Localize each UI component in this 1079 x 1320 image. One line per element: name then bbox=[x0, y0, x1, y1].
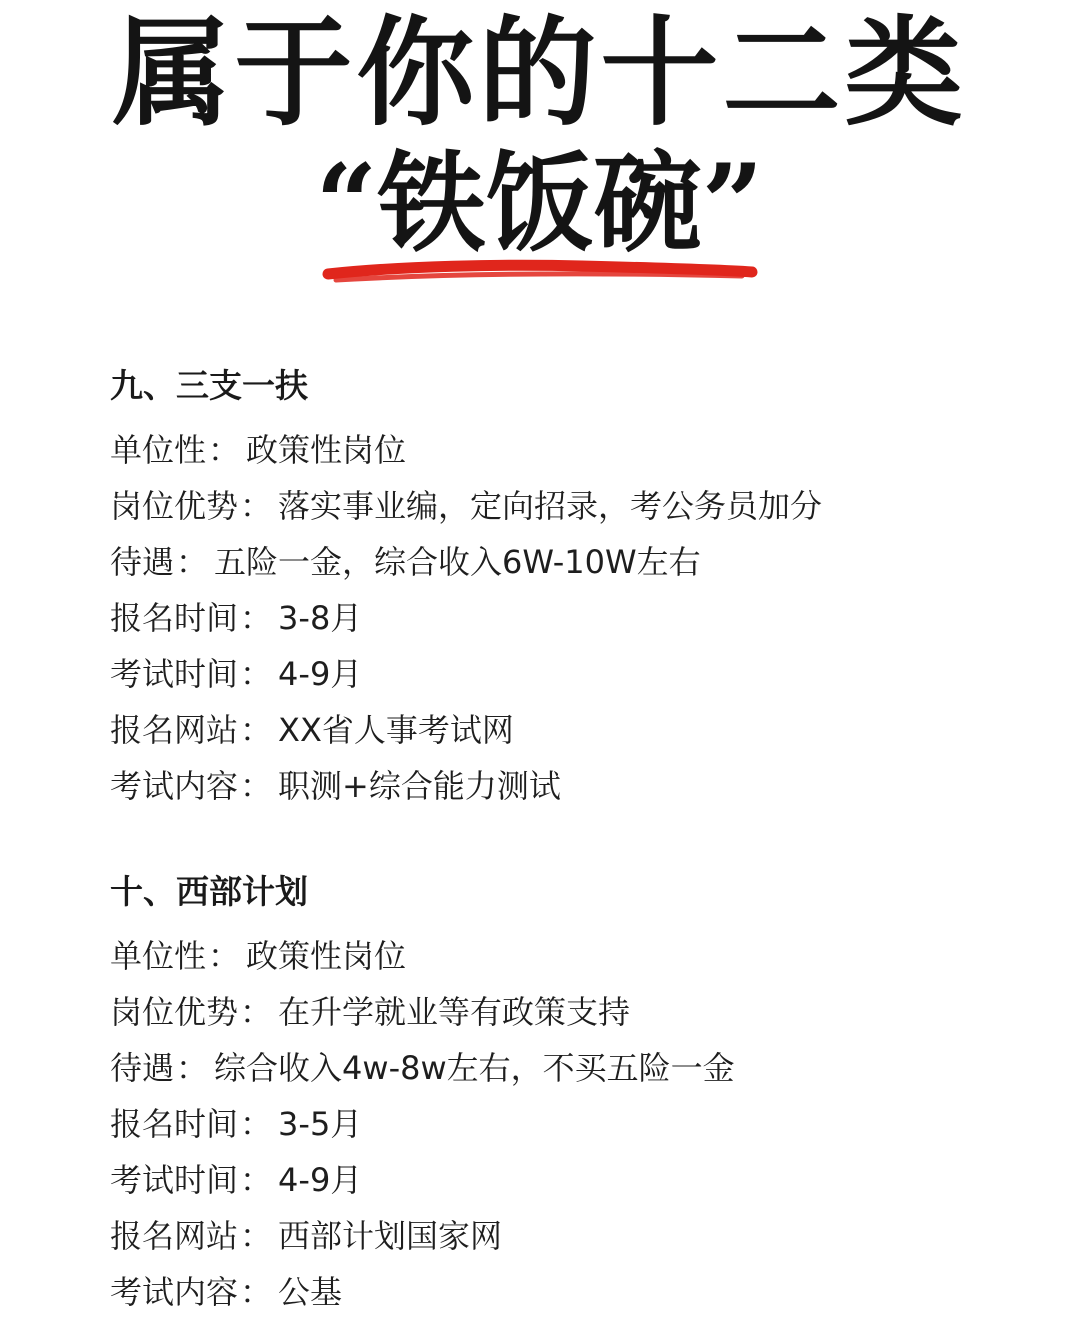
field-label: 待遇 bbox=[110, 543, 175, 581]
field-label: 考试内容 bbox=[110, 767, 239, 805]
field-separator: ： bbox=[240, 1161, 273, 1199]
field-row-unit-type bbox=[110, 422, 1010, 478]
field-value: 公基 bbox=[278, 1273, 343, 1311]
field-row-registration-site bbox=[110, 702, 1010, 758]
field-row-exam-time bbox=[110, 1152, 1010, 1208]
field-row-benefits bbox=[110, 1040, 1010, 1096]
field-value: 西部计划国家网 bbox=[278, 1217, 503, 1255]
field-separator: ： bbox=[240, 487, 273, 525]
field-value: 3-8月 bbox=[278, 599, 363, 637]
field-value: 政策性岗位 bbox=[246, 937, 407, 975]
field-label: 岗位优势 bbox=[110, 487, 239, 525]
title-line-1: 属于你的十二类 bbox=[112, 3, 967, 142]
red-brush-underline bbox=[322, 258, 758, 288]
field-label: 单位性 bbox=[110, 937, 207, 975]
field-value: XX省人事考试网 bbox=[278, 711, 514, 749]
section-xibu-jihua bbox=[110, 872, 1010, 1320]
field-label: 单位性 bbox=[110, 431, 207, 469]
field-separator: ： bbox=[208, 431, 241, 469]
underline-stroke-tail bbox=[336, 274, 742, 280]
field-label: 岗位优势 bbox=[110, 993, 239, 1031]
section-heading: 十、西部计划 bbox=[110, 872, 308, 911]
field-separator: ： bbox=[208, 937, 241, 975]
field-separator: ： bbox=[240, 599, 273, 637]
field-label: 报名网站 bbox=[110, 1217, 239, 1255]
field-row-registration-time bbox=[110, 590, 1010, 646]
field-label: 报名时间 bbox=[110, 1105, 239, 1143]
field-value: 3-5月 bbox=[278, 1105, 363, 1143]
field-row-registration-site bbox=[110, 1208, 1010, 1264]
field-separator: ： bbox=[240, 1273, 273, 1311]
field-label: 报名网站 bbox=[110, 711, 239, 749]
field-row-advantage bbox=[110, 984, 1010, 1040]
field-separator: ： bbox=[240, 993, 273, 1031]
field-value: 在升学就业等有政策支持 bbox=[278, 993, 631, 1031]
field-row-advantage bbox=[110, 478, 1010, 534]
field-separator: ： bbox=[240, 711, 273, 749]
field-separator: ： bbox=[240, 1217, 273, 1255]
field-value: 五险一金，综合收入6W-10W左右 bbox=[214, 543, 701, 581]
field-separator: ： bbox=[240, 655, 273, 693]
field-row-unit-type bbox=[110, 928, 1010, 984]
field-value: 职测+综合能力测试 bbox=[278, 767, 561, 805]
field-value: 综合收入4w-8w左右，不买五险一金 bbox=[214, 1049, 735, 1087]
field-row-exam-time bbox=[110, 646, 1010, 702]
section-sanzhiyifu bbox=[110, 366, 1010, 814]
field-label: 报名时间 bbox=[110, 599, 239, 637]
field-label: 考试时间 bbox=[110, 1161, 239, 1199]
field-value: 4-9月 bbox=[278, 1161, 363, 1199]
field-label: 考试内容 bbox=[110, 1273, 239, 1311]
field-row-exam-content bbox=[110, 1264, 1010, 1320]
field-label: 待遇 bbox=[110, 1049, 175, 1087]
field-separator: ： bbox=[240, 1105, 273, 1143]
field-label: 考试时间 bbox=[110, 655, 239, 693]
title-line-2: “铁饭碗” bbox=[315, 141, 764, 267]
field-row-registration-time bbox=[110, 1096, 1010, 1152]
field-separator: ： bbox=[176, 543, 209, 581]
field-value: 4-9月 bbox=[278, 655, 363, 693]
field-row-benefits bbox=[110, 534, 1010, 590]
field-separator: ： bbox=[240, 767, 273, 805]
field-row-exam-content bbox=[110, 758, 1010, 814]
field-value: 落实事业编，定向招录，考公务员加分 bbox=[278, 487, 823, 525]
field-value: 政策性岗位 bbox=[246, 431, 407, 469]
section-heading: 九、三支一扶 bbox=[110, 366, 308, 405]
field-separator: ： bbox=[176, 1049, 209, 1087]
